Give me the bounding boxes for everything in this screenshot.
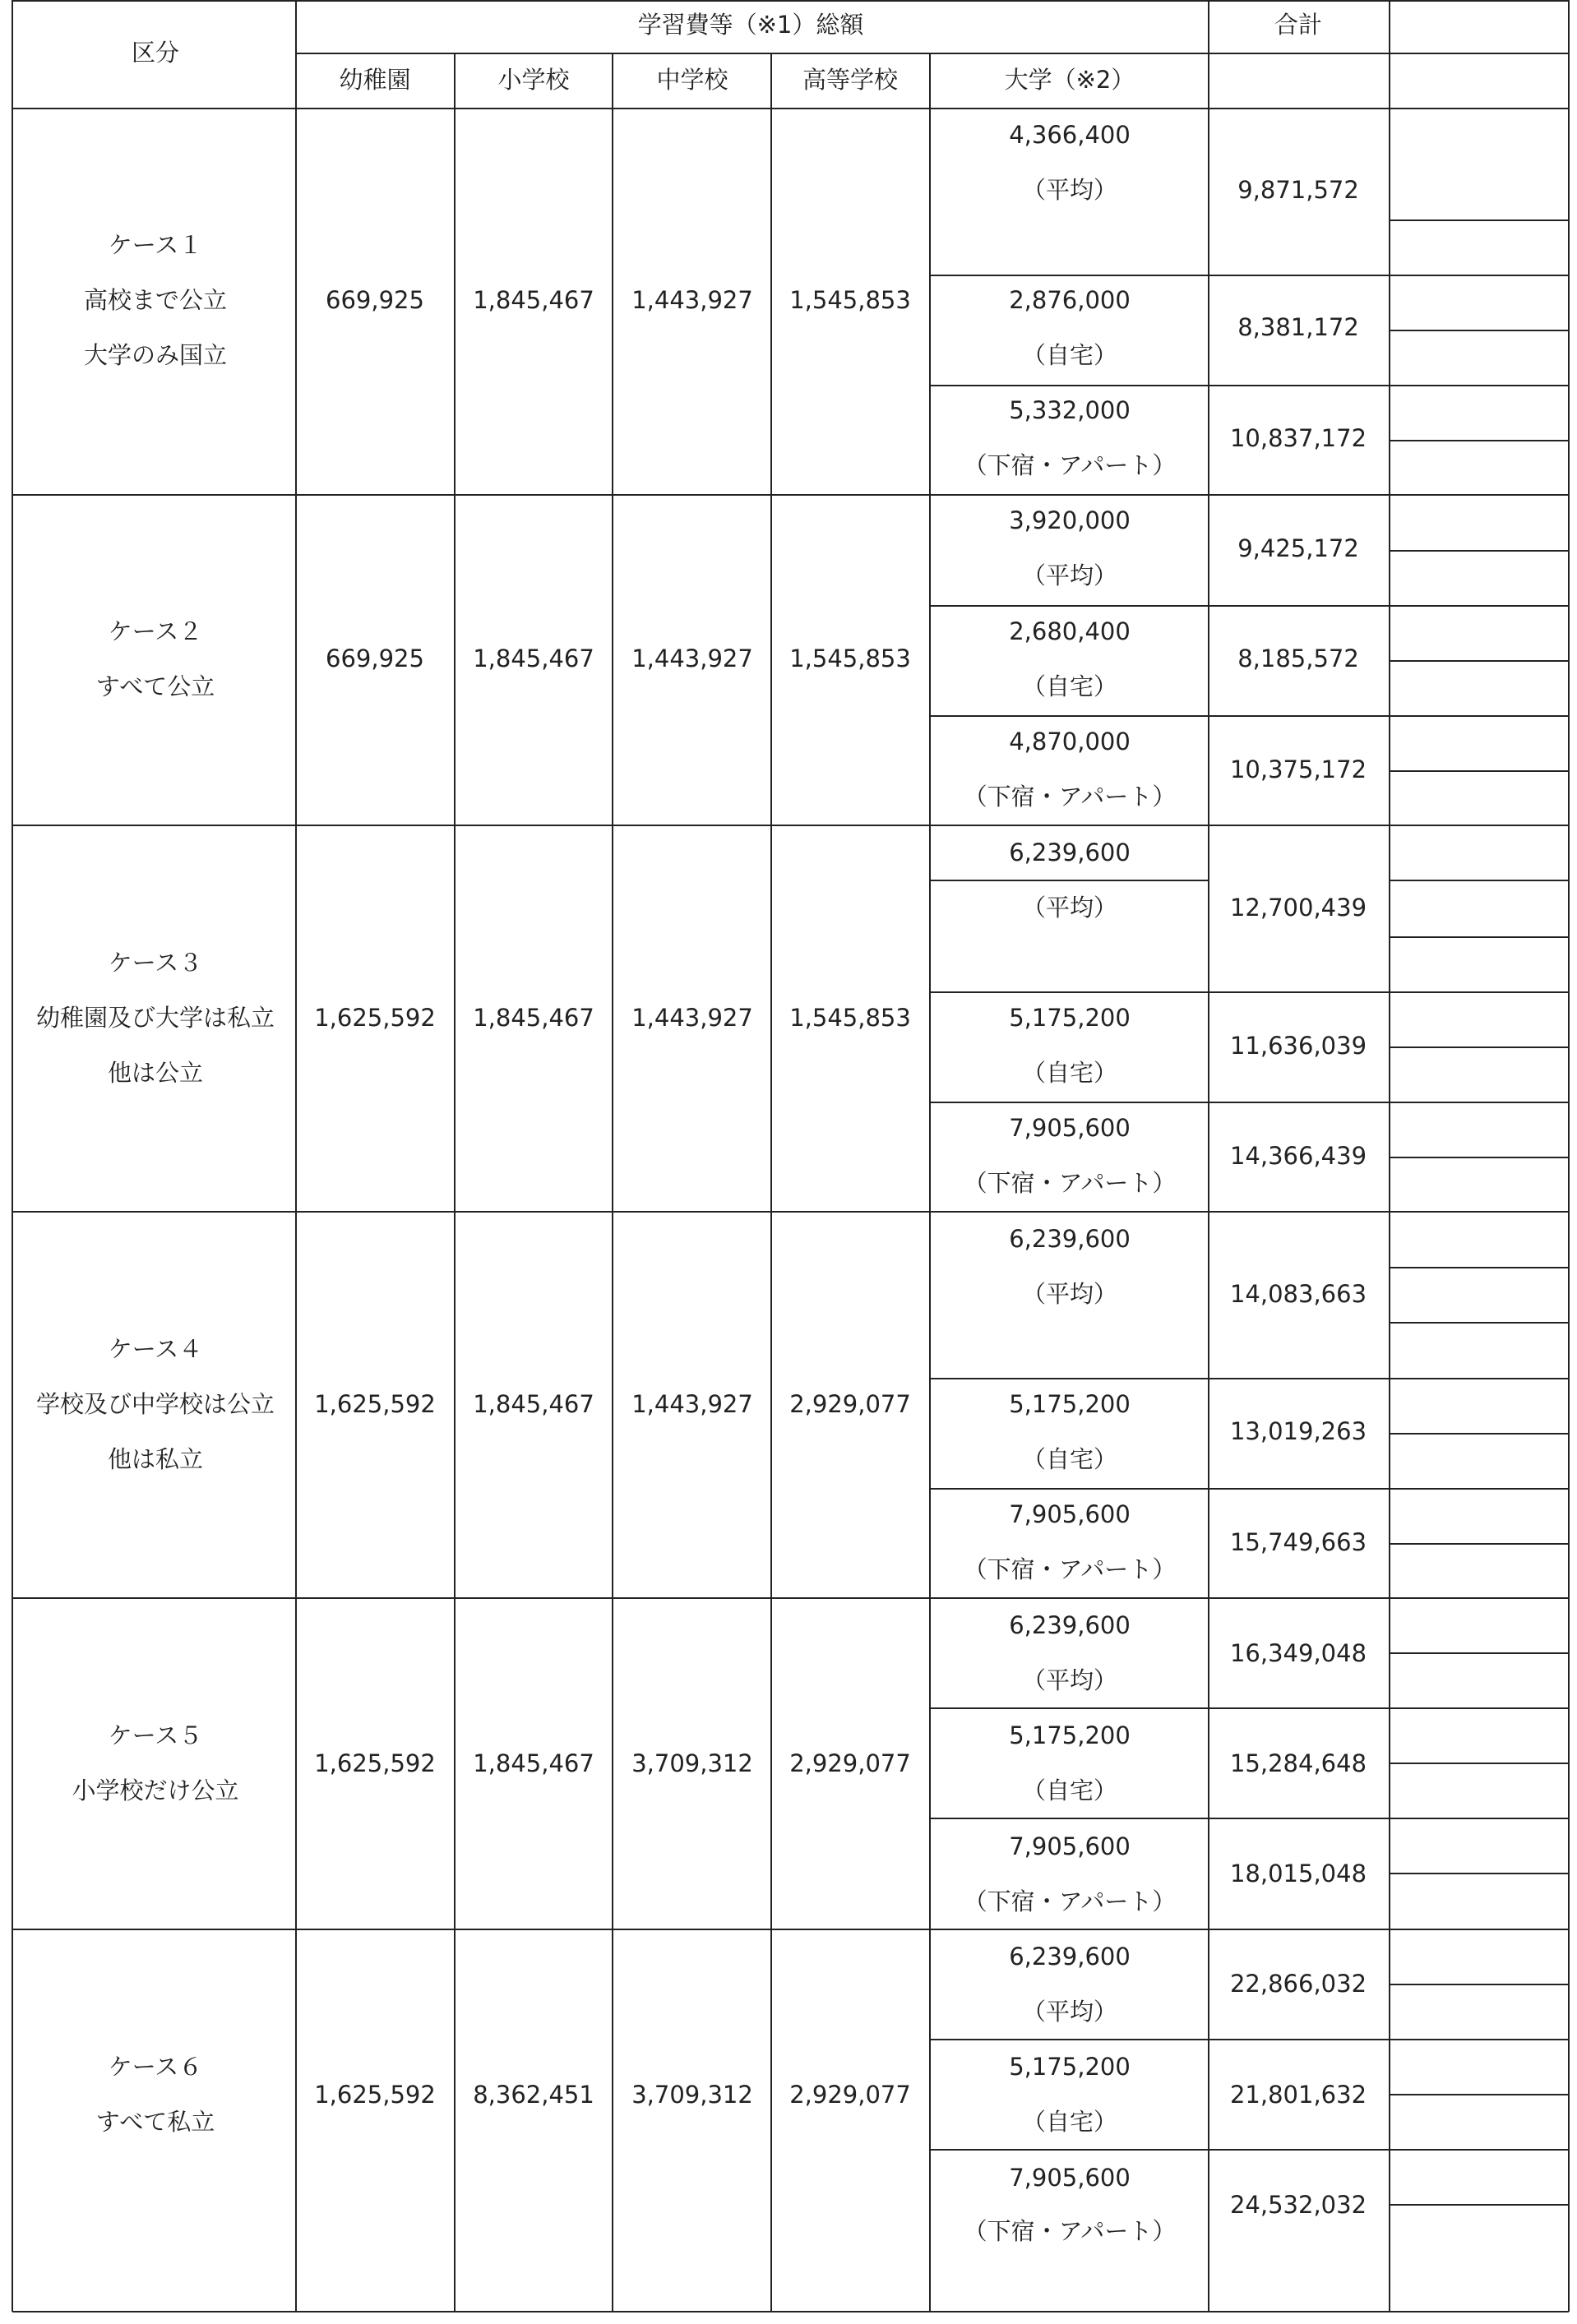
blank-column-rule: [1390, 1157, 1569, 1158]
blank-column-rule: [1390, 2149, 1569, 2151]
table-bottom-border: [12, 2311, 1569, 2312]
header-elementary: 小学校: [497, 66, 570, 94]
blank-column-rule: [1390, 1543, 1569, 1545]
case2-high-school: 1,545,853: [789, 645, 911, 672]
column-rule: [770, 53, 772, 2312]
blank-column-rule: [1390, 1378, 1569, 1379]
case1-univ-lodging-total: 10,837,172: [1229, 424, 1367, 452]
case6-univ-lodging-total: 24,532,032: [1229, 2191, 1367, 2219]
case1-label-line3: 大学のみ国立: [83, 341, 228, 369]
case2-label-line1: ケース２: [108, 617, 203, 645]
blank-column-rule: [1390, 1707, 1569, 1709]
case3-junior-high: 1,443,927: [631, 1004, 753, 1032]
case4-univ-lodging-total: 15,749,663: [1229, 1528, 1367, 1556]
case1-univ-lodging-amount: 5,332,000: [1009, 396, 1131, 424]
case6-univ-lodging-amount: 7,905,600: [1009, 2164, 1131, 2192]
header-divider: [296, 53, 1569, 54]
column-rule: [1208, 0, 1209, 2312]
case6-univ-home-note: （自宅）: [1021, 2108, 1118, 2136]
case3-univ-home-amount: 5,175,200: [1009, 1004, 1131, 1032]
blank-column-rule: [1390, 715, 1569, 717]
case2-univ-home-note: （自宅）: [1021, 672, 1118, 700]
case1-univ-home-amount: 2,876,000: [1009, 286, 1131, 314]
blank-column-rule: [1390, 1652, 1569, 1654]
blank-column-rule: [1390, 1873, 1569, 1874]
case3-univ-lodging-amount: 7,905,600: [1009, 1114, 1131, 1142]
case2-junior-high: 1,443,927: [631, 645, 753, 672]
blank-column-rule: [1390, 1433, 1569, 1435]
case4-kindergarten: 1,625,592: [314, 1390, 436, 1418]
case1-univ-home-total: 8,381,172: [1237, 313, 1359, 341]
header-kubun: 区分: [131, 39, 180, 67]
case3-elementary: 1,845,467: [473, 1004, 594, 1032]
case5-junior-high: 3,709,312: [631, 1749, 753, 1777]
case5-high-school: 2,929,077: [789, 1749, 911, 1777]
sub-row-separator: [930, 880, 1209, 881]
case2-univ-lodging-note: （下宿・アパート）: [963, 783, 1177, 811]
header-group: 学習費等（※1）総額: [637, 11, 864, 39]
case5-label-line2: 小学校だけ公立: [72, 1776, 239, 1804]
case2-elementary: 1,845,467: [473, 645, 594, 672]
case1-kindergarten: 669,925: [326, 286, 424, 314]
blank-column-rule: [1390, 1984, 1569, 1985]
case5-univ-lodging-total: 18,015,048: [1229, 1860, 1367, 1887]
blank-column-rule: [1390, 1322, 1569, 1324]
blank-column-rule: [1390, 1102, 1569, 1103]
case4-label-line1: ケース４: [108, 1335, 203, 1363]
case2-univ-home-total: 8,185,572: [1237, 645, 1359, 672]
case4-univ-avg-total: 14,083,663: [1229, 1280, 1367, 1308]
case6-univ-home-total: 21,801,632: [1229, 2081, 1367, 2109]
case6-kindergarten: 1,625,592: [314, 2081, 436, 2109]
case1-high-school: 1,545,853: [789, 286, 911, 314]
case4-univ-home-note: （自宅）: [1021, 1445, 1118, 1473]
column-rule: [612, 53, 613, 2312]
case6-univ-avg-total: 22,866,032: [1229, 1970, 1367, 1998]
case6-label-line2: すべて私立: [95, 2108, 215, 2136]
case1-label-line1: ケース１: [108, 231, 203, 259]
case3-high-school: 1,545,853: [789, 1004, 911, 1032]
case5-univ-avg-amount: 6,239,600: [1009, 1611, 1131, 1639]
header-bottom-border: [12, 108, 1569, 109]
case2-univ-avg-amount: 3,920,000: [1009, 506, 1131, 534]
sub-row-separator: [930, 1102, 1390, 1103]
header-high-school: 高等学校: [802, 66, 899, 94]
case3-univ-avg-amount: 6,239,600: [1009, 839, 1131, 866]
table-top-border: [12, 0, 1569, 2]
sub-row-separator: [930, 1378, 1390, 1379]
case1-univ-avg-note: （平均）: [1021, 176, 1118, 204]
case3-univ-home-note: （自宅）: [1021, 1059, 1118, 1087]
blank-column-rule: [1390, 2204, 1569, 2206]
case2-univ-lodging-total: 10,375,172: [1229, 755, 1367, 783]
case3-label-line3: 他は公立: [107, 1059, 204, 1087]
column-rule: [454, 53, 456, 2312]
case2-univ-avg-note: （平均）: [1021, 561, 1118, 589]
case6-univ-home-amount: 5,175,200: [1009, 2053, 1131, 2081]
case5-elementary: 1,845,467: [473, 1749, 594, 1777]
header-kindergarten: 幼稚園: [339, 66, 411, 94]
case5-kindergarten: 1,625,592: [314, 1749, 436, 1777]
sub-row-separator: [930, 385, 1390, 386]
header-total: 合計: [1274, 11, 1323, 39]
sub-row-separator: [930, 1707, 1390, 1709]
header-university: 大学（※2）: [1004, 66, 1135, 94]
header-junior-high: 中学校: [656, 66, 728, 94]
case4-elementary: 1,845,467: [473, 1390, 594, 1418]
blank-column-rule: [1390, 660, 1569, 662]
case5-label-line1: ケース５: [108, 1721, 203, 1749]
blank-column-rule: [1390, 275, 1569, 276]
case-separator: [12, 825, 1569, 826]
blank-column-rule: [1390, 440, 1569, 441]
case3-univ-avg-total: 12,700,439: [1229, 894, 1367, 922]
case5-univ-avg-note: （平均）: [1021, 1666, 1118, 1694]
blank-column-rule: [1390, 550, 1569, 552]
blank-column-rule: [1390, 2094, 1569, 2095]
case4-high-school: 2,929,077: [789, 1390, 911, 1418]
case3-label-line2: 幼稚園及び大学は私立: [35, 1004, 275, 1032]
column-rule: [929, 53, 931, 2312]
case-separator: [12, 1929, 1569, 1930]
case-separator: [12, 494, 1569, 496]
sub-row-separator: [930, 1488, 1390, 1490]
blank-column-rule: [1390, 1763, 1569, 1764]
sub-row-separator: [930, 1818, 1390, 1819]
blank-column-rule: [1390, 770, 1569, 772]
case2-univ-home-amount: 2,680,400: [1009, 617, 1131, 645]
case3-univ-home-total: 11,636,039: [1229, 1032, 1367, 1060]
blank-column-rule: [1390, 1267, 1569, 1268]
column-rule: [295, 0, 297, 2312]
table-left-border: [12, 0, 13, 2312]
case5-univ-avg-total: 16,349,048: [1229, 1639, 1367, 1667]
sub-row-separator: [930, 2149, 1390, 2151]
case1-univ-avg-total: 9,871,572: [1237, 176, 1359, 204]
case6-junior-high: 3,709,312: [631, 2081, 753, 2109]
case1-univ-lodging-note: （下宿・アパート）: [963, 451, 1177, 479]
case5-univ-lodging-amount: 7,905,600: [1009, 1832, 1131, 1860]
case-separator: [12, 1597, 1569, 1599]
blank-column-rule: [1390, 1818, 1569, 1819]
case4-label-line2: 学校及び中学校は公立: [35, 1390, 275, 1418]
blank-column-rule: [1390, 1046, 1569, 1048]
case6-elementary: 8,362,451: [473, 2081, 594, 2109]
case4-junior-high: 1,443,927: [631, 1390, 753, 1418]
blank-column-rule: [1390, 1488, 1569, 1490]
blank-column-rule: [1390, 880, 1569, 881]
case1-junior-high: 1,443,927: [631, 286, 753, 314]
case6-univ-avg-amount: 6,239,600: [1009, 1943, 1131, 1971]
case2-kindergarten: 669,925: [326, 645, 424, 672]
table-right-border: [1568, 0, 1570, 2312]
case1-elementary: 1,845,467: [473, 286, 594, 314]
column-rule: [1389, 0, 1390, 2312]
case5-univ-home-note: （自宅）: [1021, 1776, 1118, 1804]
blank-column-rule: [1390, 2039, 1569, 2040]
case4-label-line3: 他は私立: [107, 1445, 204, 1473]
case2-univ-lodging-amount: 4,870,000: [1009, 728, 1131, 755]
case3-label-line1: ケース３: [108, 949, 203, 977]
sub-row-separator: [930, 2039, 1390, 2040]
case3-univ-lodging-total: 14,366,439: [1229, 1142, 1367, 1170]
blank-column-rule: [1390, 385, 1569, 386]
case3-univ-lodging-note: （下宿・アパート）: [963, 1169, 1177, 1197]
sub-row-separator: [930, 991, 1390, 993]
case4-univ-lodging-note: （下宿・アパート）: [963, 1555, 1177, 1583]
case6-label-line1: ケース６: [108, 2053, 203, 2081]
blank-column-rule: [1390, 330, 1569, 331]
case-separator: [12, 1211, 1569, 1213]
case1-univ-home-note: （自宅）: [1021, 341, 1118, 369]
blank-column-rule: [1390, 605, 1569, 607]
case4-univ-avg-amount: 6,239,600: [1009, 1225, 1131, 1253]
case1-label-line2: 高校まで公立: [83, 286, 228, 314]
blank-column-rule: [1390, 219, 1569, 221]
case6-univ-lodging-note: （下宿・アパート）: [963, 2217, 1177, 2245]
sub-row-separator: [930, 715, 1390, 717]
case4-univ-home-total: 13,019,263: [1229, 1417, 1367, 1445]
case1-univ-avg-amount: 4,366,400: [1009, 121, 1131, 149]
case4-univ-home-amount: 5,175,200: [1009, 1390, 1131, 1418]
sub-row-separator: [930, 605, 1390, 607]
case5-univ-home-amount: 5,175,200: [1009, 1721, 1131, 1749]
case4-univ-lodging-amount: 7,905,600: [1009, 1500, 1131, 1528]
case2-label-line2: すべて公立: [95, 672, 215, 700]
blank-column-rule: [1390, 936, 1569, 938]
case3-kindergarten: 1,625,592: [314, 1004, 436, 1032]
case4-univ-avg-note: （平均）: [1021, 1280, 1118, 1308]
case5-univ-home-total: 15,284,648: [1229, 1749, 1367, 1777]
case6-high-school: 2,929,077: [789, 2081, 911, 2109]
case6-univ-avg-note: （平均）: [1021, 1998, 1118, 2026]
sub-row-separator: [930, 275, 1390, 276]
blank-column-rule: [1390, 991, 1569, 993]
case3-univ-avg-note: （平均）: [1021, 894, 1118, 922]
case2-univ-avg-total: 9,425,172: [1237, 534, 1359, 562]
case5-univ-lodging-note: （下宿・アパート）: [963, 1887, 1177, 1915]
